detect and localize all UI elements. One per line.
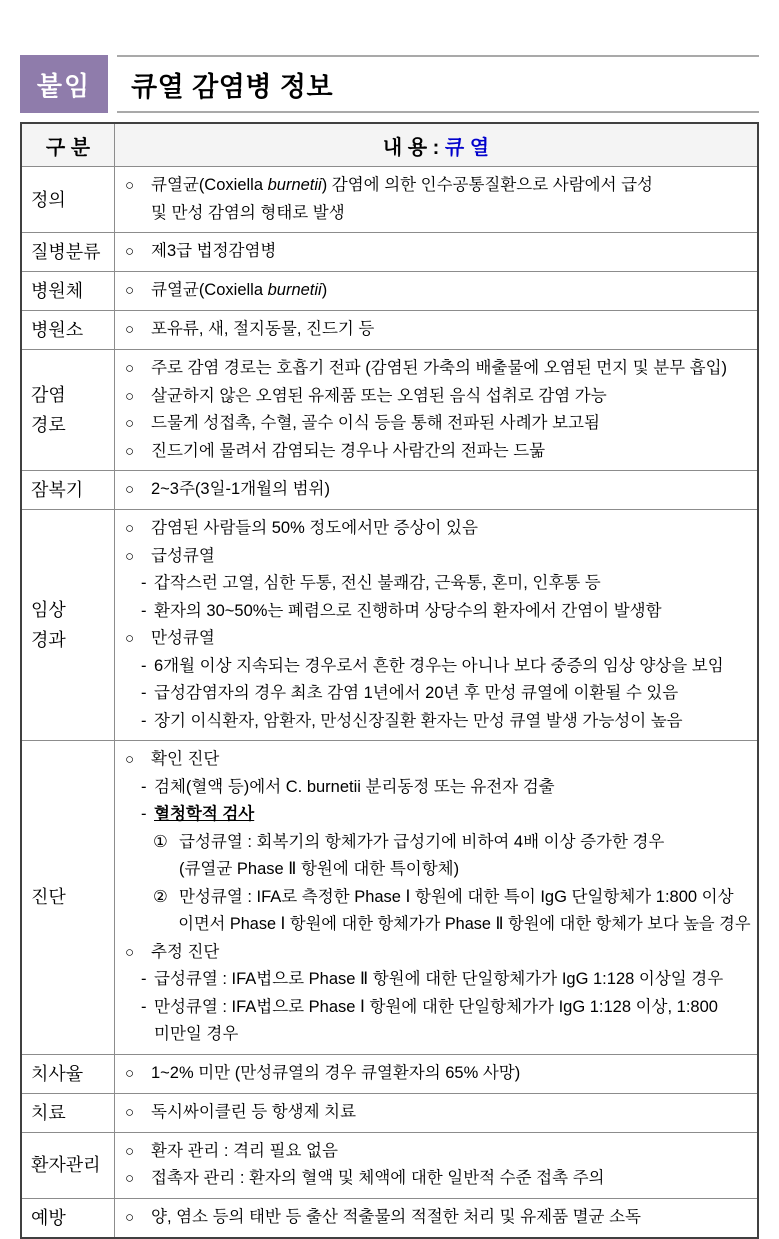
row-label <box>21 1132 115 1198</box>
content-header-prefix: 내 용 : <box>382 136 445 159</box>
content-line <box>125 801 751 829</box>
table-row <box>21 1054 758 1093</box>
table-row <box>21 233 758 272</box>
content-text: 드물게 성접촉, 수혈, 골수 이식 등을 통해 전파된 사례가 보고됨 <box>151 414 600 432</box>
dash-bullet-icon: - <box>141 684 147 702</box>
row-label <box>21 1093 115 1132</box>
content-line <box>125 515 751 543</box>
table-header-row <box>21 123 758 167</box>
content-text: 살균하지 않은 오염된 유제품 또는 오염된 음식 섭취로 감염 가능 <box>151 386 607 405</box>
row-content <box>115 350 759 471</box>
row-label-line: 임상 <box>31 600 66 620</box>
row-label-line: 정의 <box>31 189 66 210</box>
content-text: 혈청학적 검사 <box>154 805 255 823</box>
circle-bullet-icon: ○ <box>125 243 135 261</box>
content-text: 급성큐열 <box>151 546 215 565</box>
row-content <box>115 272 759 311</box>
circle-bullet-icon: ○ <box>125 360 135 377</box>
content-text: 양, 염소 등의 태반 등 출산 적출물의 적절한 처리 및 유제품 멸균 소독 <box>151 1207 641 1226</box>
content-line <box>125 476 751 504</box>
circle-bullet-icon: ○ <box>125 1064 135 1082</box>
disease-info-table <box>20 122 759 1239</box>
content-text: 이면서 Phase Ⅰ 항원에 대한 항체가가 Phase Ⅱ 항원에 대한 항체가 보다 높을 경우 <box>178 915 751 933</box>
row-label <box>21 350 115 471</box>
content-line <box>125 570 751 598</box>
disease-name: 큐 열 <box>444 136 490 159</box>
table-row <box>21 272 758 311</box>
row-label-line: 치사율 <box>31 1063 84 1084</box>
content-text: 장기 이식환자, 암환자, 만성신장질환 환자는 만성 큐열 발생 가능성이 높음 <box>154 711 683 730</box>
dash-bullet-icon: - <box>141 777 147 796</box>
content-text: 제3급 법정감염병 <box>151 242 277 261</box>
content-line <box>125 1165 751 1193</box>
circle-bullet-icon: ○ <box>125 520 135 537</box>
content-line <box>125 410 751 438</box>
content-line <box>125 1204 751 1232</box>
row-label-line: 예방 <box>31 1207 66 1228</box>
content-text: 미만일 경우 <box>154 1025 239 1043</box>
content-text: 포유류, 새, 절지동물, 진드기 등 <box>151 320 375 339</box>
row-label <box>21 272 115 311</box>
row-label-line: 병원체 <box>31 281 84 301</box>
row-label <box>21 233 115 272</box>
content-text: 환자 관리 : 격리 필요 없음 <box>151 1141 338 1160</box>
row-content <box>115 233 759 272</box>
row-label-line: 경로 <box>31 415 66 435</box>
content-text: 1~2% 미만 (만성큐열의 경우 큐열환자의 65% 사망) <box>151 1063 521 1082</box>
dash-bullet-icon: - <box>141 711 147 730</box>
content-line <box>125 1138 751 1166</box>
content-line <box>125 200 751 228</box>
dash-bullet-icon: - <box>141 601 147 620</box>
content-text: 검체(혈액 등)에서 C. burnetii 분리동정 또는 유전자 검출 <box>154 777 555 796</box>
row-label <box>21 1054 115 1093</box>
content-line <box>125 1099 751 1127</box>
circle-bullet-icon: ○ <box>125 177 135 194</box>
content-line <box>125 383 751 411</box>
content-line <box>125 884 751 912</box>
content-text: 추정 진단 <box>151 942 220 961</box>
table-row <box>21 1093 758 1132</box>
content-line <box>125 680 751 708</box>
content-text: 확인 진단 <box>151 750 220 768</box>
content-text: 6개월 이상 지속되는 경우로서 흔한 경우는 아니나 보다 중증의 임상 양상을 보임 <box>154 656 724 675</box>
circle-bullet-icon: ○ <box>125 751 135 768</box>
circle-bullet-icon: ○ <box>125 630 135 647</box>
row-content <box>115 167 759 233</box>
row-content <box>115 311 759 350</box>
row-label <box>21 471 115 510</box>
dash-bullet-icon: - <box>141 997 147 1016</box>
document-page <box>0 55 779 1239</box>
content-text: 감염된 사람들의 50% 정도에서만 증상이 있음 <box>151 519 478 537</box>
row-content <box>115 1093 759 1132</box>
content-text: 급성큐열 : 회복기의 항체가가 급성기에 비하여 4배 이상 증가한 경우 <box>179 832 665 851</box>
content-line <box>125 172 751 200</box>
content-line <box>125 543 751 571</box>
content-text: 급성큐열 : IFA법으로 Phase Ⅱ 항원에 대한 단일항체가가 IgG 1:128 이상일 경우 <box>154 970 724 988</box>
row-label-line: 환자관리 <box>31 1155 101 1175</box>
row-content <box>115 1054 759 1093</box>
circle-bullet-icon: ○ <box>125 1170 135 1187</box>
row-label <box>21 510 115 741</box>
row-label <box>21 741 115 1055</box>
dash-bullet-icon: - <box>141 805 147 823</box>
content-line <box>125 856 751 884</box>
content-text: 급성감염자의 경우 최초 감염 1년에서 20년 후 만성 큐열에 이환될 수 있음 <box>154 684 679 702</box>
row-content <box>115 471 759 510</box>
content-line <box>125 708 751 736</box>
row-label <box>21 1198 115 1238</box>
dash-bullet-icon: - <box>141 656 147 675</box>
content-text: 만성큐열 : IFA로 측정한 Phase Ⅰ 항원에 대한 특이 IgG 단일항체가 1:800 이상 <box>179 887 734 906</box>
row-label-line: 질병분류 <box>31 242 101 262</box>
dash-bullet-icon: - <box>141 574 147 592</box>
row-label-line: 경과 <box>31 630 66 650</box>
row-content <box>115 1132 759 1198</box>
row-label-line: 잠복기 <box>31 480 84 500</box>
content-line <box>125 438 751 466</box>
row-label-line: 치료 <box>31 1102 66 1123</box>
row-label-line: 병원소 <box>31 320 84 340</box>
content-text: 환자의 30~50%는 폐렴으로 진행하며 상당수의 환자에서 간염이 발생함 <box>154 601 662 620</box>
circle-bullet-icon: ○ <box>125 1142 135 1160</box>
content-line <box>125 774 751 802</box>
column-header-content <box>115 123 759 167</box>
table-row <box>21 311 758 350</box>
table-row <box>21 510 758 741</box>
circle-bullet-icon: ○ <box>125 481 135 499</box>
table-row <box>21 1198 758 1238</box>
numbered-bullet-icon: ① <box>153 832 168 851</box>
row-content <box>115 1198 759 1238</box>
circle-bullet-icon: ○ <box>125 282 135 300</box>
table-header <box>21 123 758 167</box>
page-title: 큐열 감염병 정보 <box>131 71 334 102</box>
circle-bullet-icon: ○ <box>125 943 135 961</box>
content-text: 갑작스런 고열, 심한 두통, 전신 불쾌감, 근육통, 혼미, 인후통 등 <box>154 574 601 592</box>
numbered-bullet-icon: ② <box>153 887 168 906</box>
info-table-body <box>21 167 758 1238</box>
row-label <box>21 167 115 233</box>
document-header <box>20 55 759 113</box>
row-label-line: 진단 <box>31 887 66 908</box>
content-text: 주로 감염 경로는 호흡기 전파 (감염된 가축의 배출물에 오염된 먼지 및 분무 흡입) <box>151 359 728 377</box>
content-line <box>125 277 751 305</box>
table-row <box>21 1132 758 1198</box>
title-rule-block <box>117 55 759 113</box>
circle-bullet-icon: ○ <box>125 442 135 460</box>
content-text: 큐열균(Coxiella burnetii) <box>151 281 328 300</box>
content-line <box>125 355 751 383</box>
circle-bullet-icon: ○ <box>125 1103 135 1121</box>
content-text: 및 만성 감염의 형태로 발생 <box>151 203 345 222</box>
circle-bullet-icon: ○ <box>125 321 135 339</box>
content-line <box>125 598 751 626</box>
content-text: 만성큐열 <box>151 629 215 647</box>
dash-bullet-icon: - <box>141 970 147 988</box>
attachment-badge: 붙임 <box>20 55 108 113</box>
column-header-category: 구 분 <box>21 123 115 167</box>
content-text: 만성큐열 : IFA법으로 Phase Ⅰ 항원에 대한 단일항체가가 IgG 1:128 이상, 1:800 <box>154 997 718 1016</box>
circle-bullet-icon: ○ <box>125 547 135 565</box>
content-line <box>125 829 751 857</box>
circle-bullet-icon: ○ <box>125 387 135 405</box>
row-label <box>21 311 115 350</box>
content-line <box>125 238 751 266</box>
content-line <box>125 746 751 774</box>
content-text: 큐열균(Coxiella burnetii) 감염에 의한 인수공통질환으로 사람에서 급성 <box>151 176 653 194</box>
content-line <box>125 939 751 967</box>
row-content <box>115 510 759 741</box>
row-content <box>115 741 759 1055</box>
content-line <box>125 994 751 1022</box>
row-label-line: 감염 <box>31 385 66 405</box>
content-text: 접촉자 관리 : 환자의 혈액 및 체액에 대한 일반적 수준 접촉 주의 <box>151 1169 605 1187</box>
table-row <box>21 741 758 1055</box>
table-row <box>21 350 758 471</box>
table-row <box>21 471 758 510</box>
circle-bullet-icon: ○ <box>125 1208 135 1226</box>
content-text: 2~3주(3일-1개월의 범위) <box>151 480 330 499</box>
content-line <box>125 653 751 681</box>
content-text: 독시싸이클린 등 항생제 치료 <box>151 1102 357 1121</box>
content-line <box>125 911 751 939</box>
content-line <box>125 966 751 994</box>
table-row <box>21 167 758 233</box>
content-line <box>125 1060 751 1088</box>
content-text: (큐열균 Phase Ⅱ 항원에 대한 특이항체) <box>179 860 460 878</box>
content-line <box>125 625 751 653</box>
content-line <box>125 1021 751 1049</box>
content-line <box>125 316 751 344</box>
circle-bullet-icon: ○ <box>125 415 135 432</box>
content-text: 진드기에 물려서 감염되는 경우나 사람간의 전파는 드묾 <box>151 441 546 460</box>
